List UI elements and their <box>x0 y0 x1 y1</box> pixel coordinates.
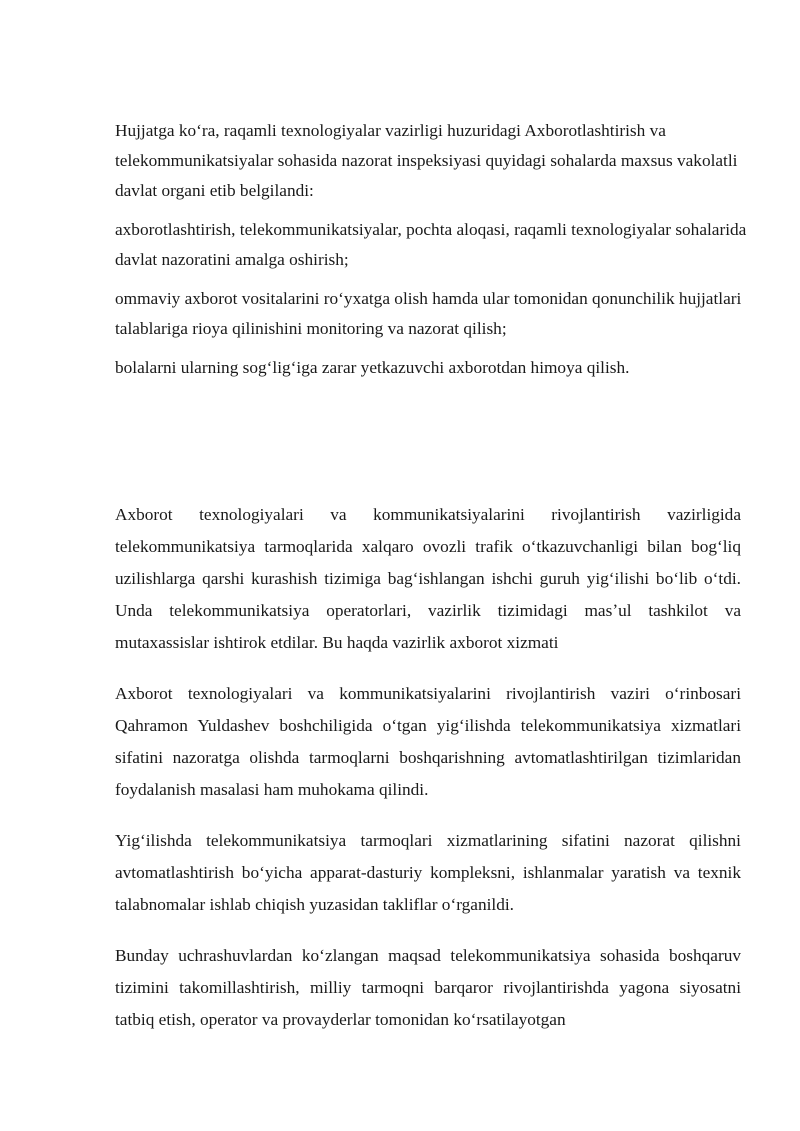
body-paragraph: Bunday uchrashuvlardan koʻzlangan maqsad telekommunikatsiya sohasida boshqaruv tizimini takomillashtirish, milliy tarmoqni barqaror rivojlantirishda yagona siyosatni tatbiq etish, operator va provayderlar tomonidan koʻrsatilayotgan <box>115 946 741 1029</box>
body-paragraph: Axborot texnologiyalari va kommunikatsiyalarini rivojlantirish vaziri oʻrinbosari Qahramon Yuldashev boshchiligida oʻtgan yigʻilishda telekommunikatsiya xizmatlari sifatini nazoratga olishda tarmoqlarni boshqarishning avtomatlashtirilgan tizimlaridan foydalanish masalasi ham muhokama qilindi. <box>115 684 741 799</box>
decree-summary-section <box>115 116 755 392</box>
duty-item-state-control: axborotlashtirish, telekommunikatsiyalar, pochta aloqasi, raqamli texnologiyalar sohalarida davlat nazoratini amalga oshirish; <box>115 220 747 269</box>
body-paragraph: Axborot texnologiyalari va kommunikatsiyalarini rivojlantirish vazirligida telekommunikatsiya tarmoqlarida xalqaro ovozli trafik oʻtkazuvchanligi bilan bogʻliq uzilishlarga qarshi kurashish tizimiga bagʻishlangan ishchi guruh yigʻilishi boʻlib oʻtdi. Unda telekommunikatsiya operatorlari, vazirlik tizimidagi masʼul tashkilot va mutaxassislar ishtirok etdilar. Bu haqda vazirlik axborot xizmati <box>115 505 741 652</box>
meeting-report-section <box>115 499 741 1055</box>
duty-item-child-protection: bolalarni ularning sogʻligʻiga zarar yetkazuvchi axborotdan himoya qilish. <box>115 358 630 377</box>
body-paragraph: Yigʻilishda telekommunikatsiya tarmoqlari xizmatlarining sifatini nazorat qilishni avtomatlashtirish boʻyicha apparat-dasturiy kompleksni, ishlanmalar yaratish va texnik talabnomalar ishlab chiqish yuzasidan takliflar oʻrganildi. <box>115 831 741 914</box>
duty-item-media-registration: ommaviy axborot vositalarini roʻyxatga olish hamda ular tomonidan qonunchilik hujjatlari talablariga rioya qilinishini monitoring va nazorat qilish; <box>115 289 742 338</box>
decree-intro-paragraph: Hujjatga koʻra, raqamli texnologiyalar vazirligi huzuridagi Axborotlashtirish va telekommunikatsiyalar sohasida nazorat inspeksiyasi quyidagi sohalarda maxsus vakolatli davlat organi etib belgilandi: <box>115 121 738 200</box>
